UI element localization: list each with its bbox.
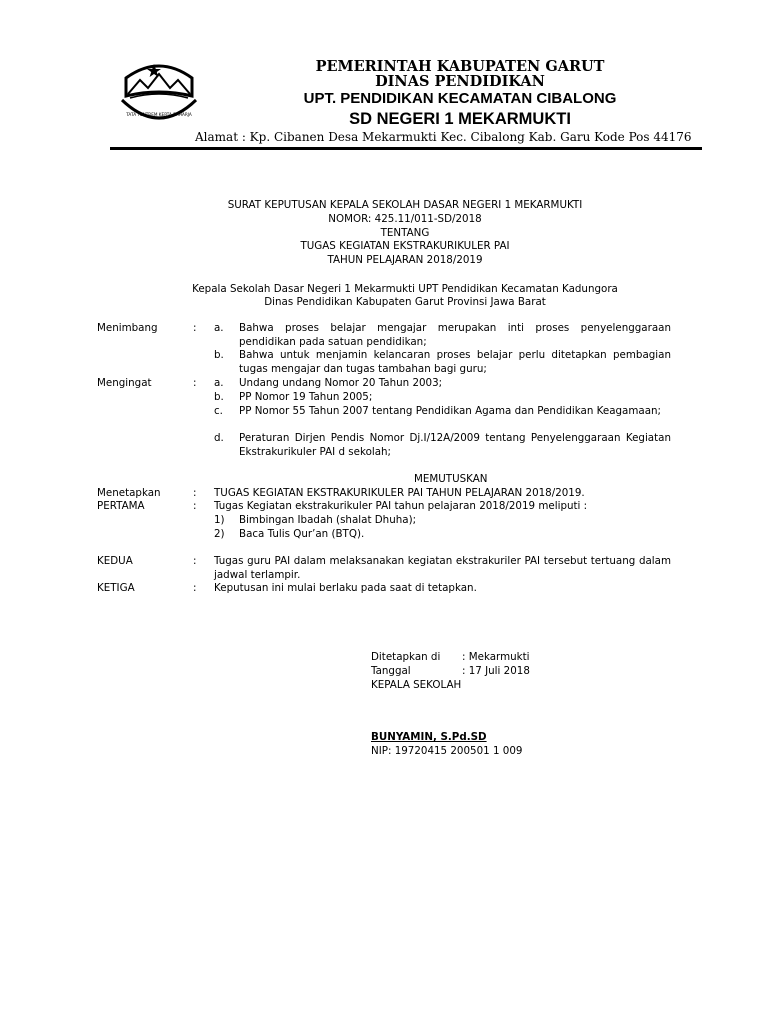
menimbang-label: Menimbang (97, 322, 158, 334)
pertama-item-2: Baca Tulis Qur’an (BTQ). (239, 528, 365, 540)
mengingat-letter-d: d. (214, 432, 224, 444)
menetapkan-colon: : (193, 487, 197, 499)
decree-title: SURAT KEPUTUSAN KEPALA SEKOLAH DASAR NEGERI 1 MEKARMUKTI (227, 199, 583, 211)
decree-about: TENTANG (380, 227, 430, 239)
menimbang-letter-b: b. (214, 349, 224, 361)
logo-caption: TATA TENTREM KERTA RAHARJA (126, 112, 192, 117)
kedua-label: KEDUA (97, 555, 133, 567)
menimbang-item-a: Bahwa proses belajar mengajar merupakan inti proses penyelenggaraan pendidikan pada satuan pendidikan; (239, 322, 671, 348)
letterhead-line-3: UPT. PENDIDIKAN KECAMATAN CIBALONG (303, 90, 617, 107)
sign-place-value: : Mekarmukti (462, 651, 530, 663)
menimbang-colon: : (193, 322, 197, 334)
menetapkan-label: Menetapkan (97, 487, 161, 499)
sign-nip: NIP: 19720415 200501 1 009 (371, 745, 523, 757)
letterhead-divider (110, 147, 702, 150)
mengingat-item-d: Peraturan Dirjen Pendis Nomor Dj.I/12A/2009 tentang Penyelenggaraan Kegiatan Ekstrakurikuler PAI d sekolah; (239, 432, 671, 458)
pertama-num-2: 2) (214, 528, 225, 540)
ketiga-label: KETIGA (97, 582, 135, 594)
mengingat-colon: : (193, 377, 197, 389)
pertama-label: PERTAMA (97, 500, 145, 512)
mengingat-item-b: PP Nomor 19 Tahun 2005; (239, 391, 373, 403)
decree-subject: TUGAS KEGIATAN EKSTRAKURIKULER PAI (300, 240, 510, 252)
mengingat-item-c: PP Nomor 55 Tahun 2007 tentang Pendidikan Agama dan Pendidikan Keagamaan; (239, 405, 662, 417)
pertama-item-1: Bimbingan Ibadah (shalat Dhuha); (239, 514, 417, 526)
mengingat-letter-a: a. (214, 377, 224, 389)
kedua-text: Tugas guru PAI dalam melaksanakan kegiatan ekstrakuriler PAI tersebut tertuang dalam jadwal terlampir. (214, 555, 671, 581)
kedua-colon: : (193, 555, 197, 567)
mengingat-letter-b: b. (214, 391, 224, 403)
pertama-text: Tugas Kegiatan ekstrakurikuler PAI tahun pelajaran 2018/2019 meliputi : (214, 500, 588, 512)
mengingat-item-a: Undang undang Nomor 20 Tahun 2003; (239, 377, 443, 389)
letterhead-address: Alamat : Kp. Cibanen Desa Mekarmukti Kec. Cibalong Kab. Garu Kode Pos 44176 (195, 130, 692, 144)
sign-date-value: : 17 Juli 2018 (462, 665, 530, 677)
pertama-colon: : (193, 500, 197, 512)
ketiga-colon: : (193, 582, 197, 594)
decree-number: NOMOR: 425.11/011-SD/2018 (328, 213, 482, 225)
letterhead-line-2: DINAS PENDIDIKAN (375, 73, 545, 90)
sign-position: KEPALA SEKOLAH (371, 679, 462, 691)
sign-name: BUNYAMIN, S.Pd.SD (371, 731, 487, 743)
decree-year: TAHUN PELAJARAN 2018/2019 (327, 254, 483, 266)
letterhead-line-1: PEMERINTAH KABUPATEN GARUT (315, 58, 605, 75)
issuer-line-2: Dinas Pendidikan Kabupaten Garut Provinsi Jawa Barat (264, 296, 546, 308)
mengingat-letter-c: c. (214, 405, 223, 417)
menetapkan-text: TUGAS KEGIATAN EKSTRAKURIKULER PAI TAHUN PELAJARAN 2018/2019. (214, 487, 585, 499)
mengingat-label: Mengingat (97, 377, 152, 389)
sign-place-label: Ditetapkan di (371, 651, 441, 663)
letterhead-line-4: SD NEGERI 1 MEKARMUKTI (349, 110, 571, 128)
menimbang-item-b: Bahwa untuk menjamin kelancaran proses belajar perlu ditetapkan pembagian tugas mengajar dan tugas tambahan bagi guru; (239, 349, 671, 375)
menimbang-letter-a: a. (214, 322, 224, 334)
ketiga-text: Keputusan ini mulai berlaku pada saat di tetapkan. (214, 582, 477, 594)
pertama-num-1: 1) (214, 514, 225, 526)
memutuskan-heading: MEMUTUSKAN (414, 473, 488, 485)
sign-date-label: Tanggal (371, 665, 411, 677)
issuer-line-1: Kepala Sekolah Dasar Negeri 1 Mekarmukti UPT Pendidikan Kecamatan Kadungora (192, 283, 618, 295)
regency-logo (118, 56, 200, 126)
